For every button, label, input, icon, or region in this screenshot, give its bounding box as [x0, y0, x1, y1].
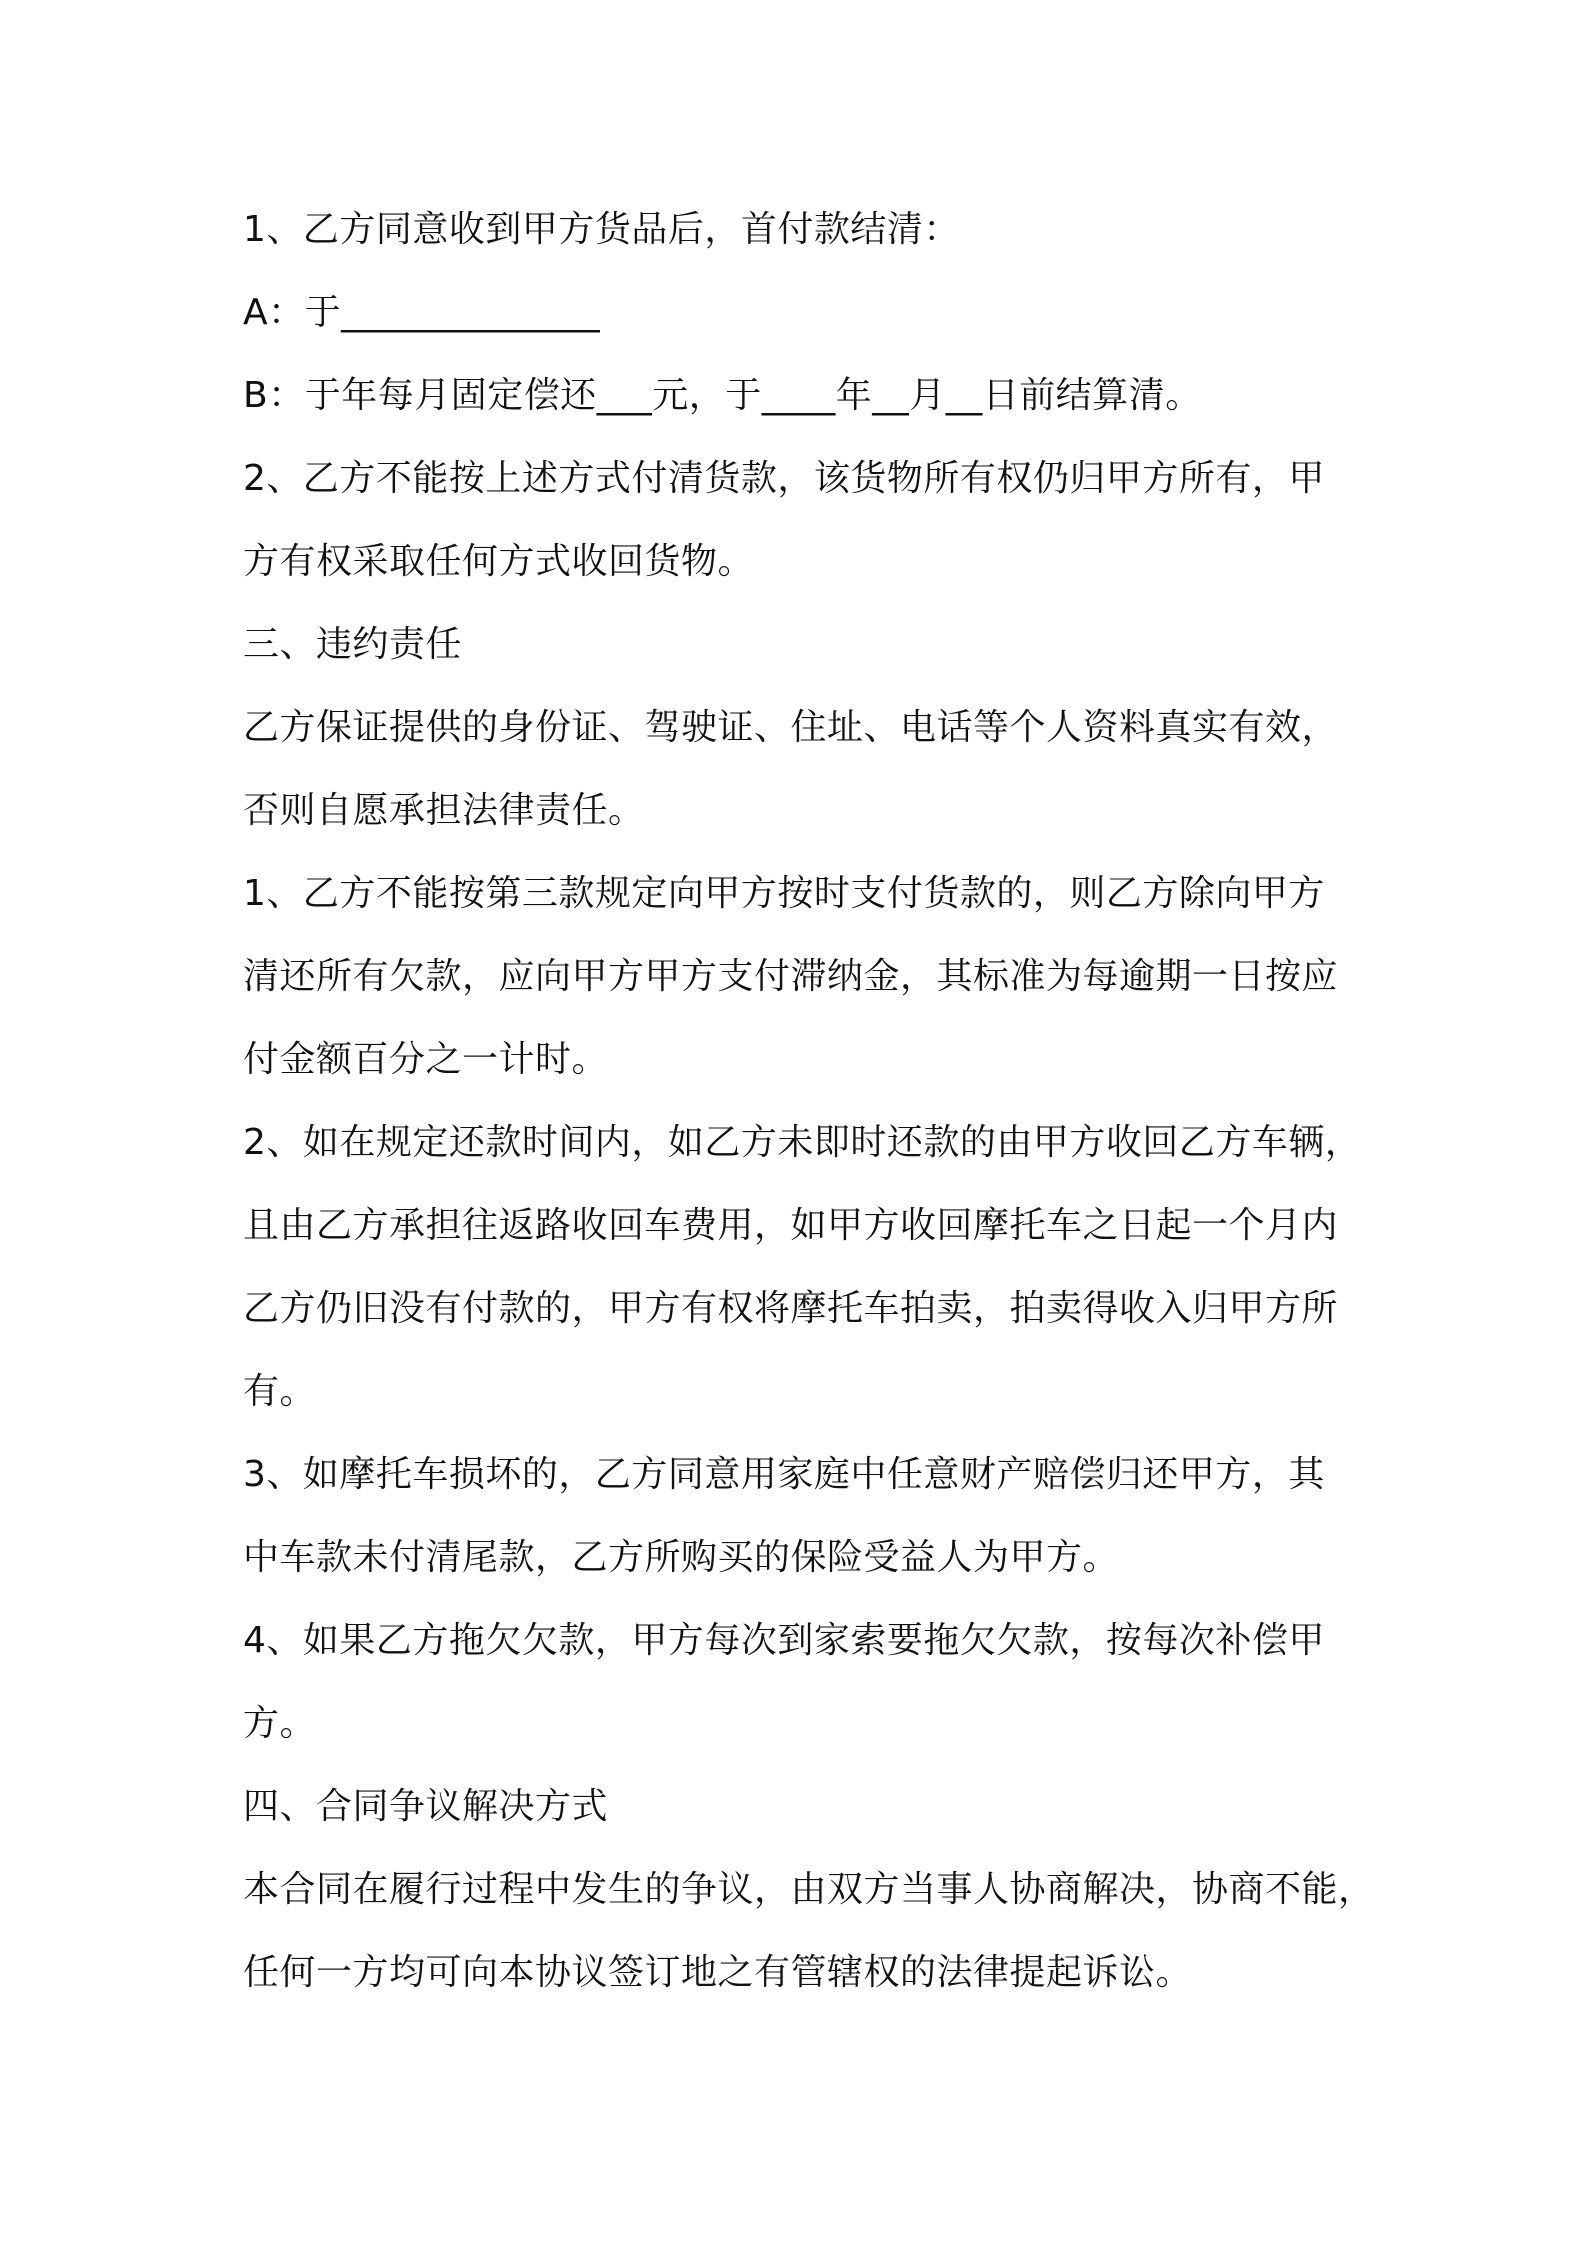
paragraph-line: 乙方保证提供的身份证、驾驶证、住址、电话等个人资料真实有效，: [243, 707, 1339, 748]
paragraph-line: 且由乙方承担往返路收回车费用，如甲方收回摩托车之日起一个月内: [243, 1205, 1339, 1246]
paragraph-line: 1、乙方同意收到甲方货品后，首付款结清：: [243, 209, 960, 250]
paragraph-line: 有。: [243, 1371, 317, 1412]
section-heading: 三、违约责任: [243, 624, 463, 665]
section-heading: 四、合同争议解决方式: [243, 1786, 609, 1827]
paragraph-line: 乙方仍旧没有付款的，甲方有权将摩托车拍卖，拍卖得收入归甲方所: [243, 1288, 1339, 1329]
paragraph-line: 4、如果乙方拖欠欠款，甲方每次到家索要拖欠欠款，按每次补偿甲: [243, 1620, 1325, 1661]
paragraph-line: 方。: [243, 1703, 317, 1744]
paragraph-line: 方有权采取任何方式收回货物。: [243, 541, 755, 582]
paragraph-line: A：于______________: [243, 292, 601, 333]
paragraph-line: 3、如摩托车损坏的，乙方同意用家庭中任意财产赔偿归还甲方，其: [243, 1454, 1325, 1495]
paragraph-line: 1、乙方不能按第三款规定向甲方按时支付货款的，则乙方除向甲方: [243, 873, 1325, 914]
paragraph-line: 清还所有欠款，应向甲方甲方支付滞纳金，其标准为每逾期一日按应: [243, 956, 1339, 997]
paragraph-line: B：于年每月固定偿还___元，于____年__月__日前结算清。: [243, 375, 1202, 416]
paragraph-line: 本合同在履行过程中发生的争议，由双方当事人协商解决，协商不能，: [243, 1869, 1375, 1910]
paragraph-line: 中车款未付清尾款，乙方所购买的保险受益人为甲方。: [243, 1537, 1120, 1578]
document-body: [243, 200, 1373, 2026]
paragraph-line: 任何一方均可向本协议签订地之有管辖权的法律提起诉讼。: [243, 1952, 1193, 1993]
paragraph-line: 否则自愿承担法律责任。: [243, 790, 645, 831]
paragraph-line: 付金额百分之一计时。: [243, 1039, 609, 1080]
paragraph-line: 2、如在规定还款时间内，如乙方未即时还款的由甲方收回乙方车辆，: [243, 1122, 1362, 1163]
paragraph-line: 2、乙方不能按上述方式付清货款，该货物所有权仍归甲方所有，甲: [243, 458, 1325, 499]
